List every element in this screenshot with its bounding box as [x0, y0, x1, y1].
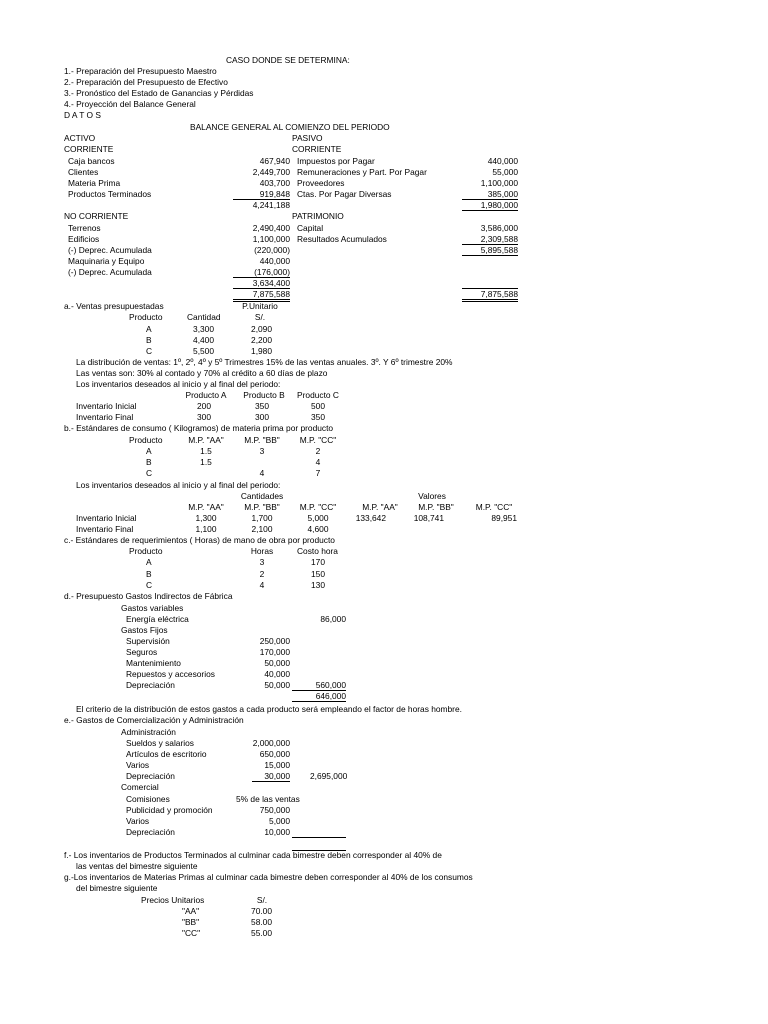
mp-inv-col: M.P. "BB"	[244, 502, 280, 512]
horas-value: 2	[259, 569, 265, 579]
pasivo-corriente-label: CORRIENTE	[292, 144, 342, 154]
ventas-precio: 1,980	[251, 346, 272, 356]
gasto-fijo-label: Seguros	[126, 647, 158, 657]
consumo-value: 1.5	[200, 457, 212, 467]
rule	[462, 299, 518, 300]
balance-left-value: 403,700	[259, 178, 290, 188]
comercial-item-value: 5% de las ventas	[236, 794, 300, 804]
consumo-col-bb: M.P. "BB"	[244, 435, 280, 445]
inv-value: 350	[311, 412, 325, 422]
gastos-variables-label: Gastos variables	[121, 603, 184, 613]
gasto-fijo-value: 50,000	[264, 658, 290, 668]
horas-col-producto: Producto	[129, 546, 163, 556]
mp-inv-col: M.P. "BB"	[418, 502, 454, 512]
valores-label: Valores	[418, 491, 446, 501]
no-corriente-label-item: Edificios	[68, 234, 100, 244]
section-b-heading: b.- Estándares de consumo ( Kilogramos) de materia prima por producto	[64, 423, 334, 433]
horas-value: 4	[259, 580, 265, 590]
ventas-cantidad: 5,500	[193, 346, 214, 356]
ventas-cantidad: 4,400	[193, 335, 214, 345]
balance-title: BALANCE GENERAL AL COMIENZO DEL PERIODO	[190, 122, 390, 132]
col-currency: S/.	[254, 312, 266, 322]
ventas-producto: C	[146, 346, 153, 356]
activo-label: ACTIVO	[64, 133, 96, 143]
ventas-producto: B	[146, 335, 152, 345]
consumo-value: 3	[259, 446, 265, 456]
comercial-item-value: 5,000	[269, 816, 290, 826]
precio-value: 58.00	[251, 917, 272, 927]
patrimonio-subtotal: 5,895,588	[480, 245, 518, 255]
admin-label: Artículos de escritorio	[126, 749, 207, 759]
administracion-label: Administración	[121, 727, 176, 737]
inv-col-a: Producto A	[185, 390, 227, 400]
balance-left-label: Productos Terminados	[68, 189, 152, 199]
consumo-col-cc: M.P. "CC"	[299, 435, 337, 445]
balance-left-label: Caja bancos	[68, 156, 115, 166]
balance-left-value: 919,848	[259, 189, 290, 199]
step-2: 2.- Preparación del Presupuesto de Efectivo	[64, 77, 228, 87]
consumo-col-producto: Producto	[129, 435, 163, 445]
rule	[252, 781, 290, 782]
admin-value: 650,000	[259, 749, 290, 759]
patrimonio-label: PATRIMONIO	[292, 211, 344, 221]
precio-value: 70.00	[251, 906, 272, 916]
balance-left-value: 2,449,700	[252, 167, 290, 177]
no-corriente-subtotal: 3,634,400	[252, 278, 290, 288]
mp-inv-col: M.P. "AA"	[362, 502, 398, 512]
comercial-label: Comercial	[121, 782, 159, 792]
rule	[292, 837, 346, 838]
costo-hora-value: 150	[311, 569, 325, 579]
gasto-fijo-label: Depreciación	[126, 680, 175, 690]
inv-col-c: Producto C	[297, 390, 339, 400]
no-corriente-value: (176,000)	[254, 267, 290, 277]
no-corriente-label-item: Terrenos	[68, 223, 101, 233]
inv-value: 300	[197, 412, 211, 422]
gif-total: 646,000	[315, 691, 346, 701]
gasto-fijo-value: 250,000	[259, 636, 290, 646]
precio-mp: "CC"	[182, 928, 201, 938]
balance-right-label: Ctas. Por Pagar Diversas	[297, 189, 392, 199]
comercial-item-label: Depreciación	[126, 827, 175, 837]
admin-label: Depreciación	[126, 771, 175, 781]
energia-value: 86,000	[320, 614, 346, 624]
consumo-producto: C	[146, 468, 153, 478]
consumo-col-aa: M.P. "AA"	[188, 435, 224, 445]
consumo-producto: A	[146, 446, 152, 456]
mp-inv-col: M.P. "CC"	[299, 502, 337, 512]
horas-value: 3	[259, 557, 265, 567]
consumo-value: 4	[315, 457, 321, 467]
pasivo-label: PASIVO	[292, 133, 323, 143]
precio-mp: "BB"	[182, 917, 200, 927]
no-corriente-label: NO CORRIENTE	[64, 211, 129, 221]
patrimonio-label-item: Resultados Acumulados	[297, 234, 387, 244]
section-g-line2: del bimestre siguiente	[76, 883, 158, 893]
inv-row-label: Inventario Final	[76, 412, 134, 422]
ventas-cantidad: 3,300	[193, 324, 214, 334]
ventas-precio: 2,090	[251, 324, 272, 334]
ventas-precio: 2,200	[251, 335, 272, 345]
no-corriente-value: 2,490,400	[252, 223, 290, 233]
gif-distribution-note: El criterio de la distribución de estos gastos a cada producto será empleando el factor de horas hombre.	[76, 704, 462, 714]
energia-label: Energía eléctrica	[126, 614, 189, 624]
rule	[292, 850, 346, 851]
gasto-fijo-label: Repuestos y accesorios	[126, 669, 215, 679]
mp-inv-value: 1,100	[195, 524, 217, 534]
consumo-value: 2	[315, 446, 321, 456]
comercial-item-value: 10,000	[264, 827, 290, 837]
step-4: 4.- Proyección del Balance General	[64, 99, 196, 109]
mp-inv-value: 1,300	[195, 513, 217, 523]
inv-value: 500	[311, 401, 325, 411]
gasto-fijo-value: 40,000	[264, 669, 290, 679]
gasto-fijo-value: 170,000	[259, 647, 290, 657]
patrimonio-value: 3,586,000	[480, 223, 518, 233]
costo-hora-value: 130	[311, 580, 325, 590]
rule	[462, 210, 518, 211]
inv-col-b: Producto B	[243, 390, 285, 400]
no-corriente-value: (220,000)	[254, 245, 290, 255]
horas-col-horas: Horas	[250, 546, 274, 556]
inv-value: 300	[255, 412, 269, 422]
rule	[292, 701, 346, 702]
mp-inventarios-note: Los inventarios deseados al inicio y al final del periodo:	[76, 480, 281, 490]
balance-right-label: Remuneraciones y Part. Por Pagar	[297, 167, 427, 177]
ventas-producto: A	[146, 324, 152, 334]
precios-unitarios-label: Precios Unitarios	[141, 895, 205, 905]
mp-inv-row-label: Inventario Inicial	[76, 513, 137, 523]
rule	[462, 255, 518, 256]
no-corriente-label-item: (-) Deprec. Acumulada	[68, 245, 152, 255]
gastos-fijos-total: 560,000	[315, 680, 346, 690]
inv-row-label: Inventario Inicial	[76, 401, 137, 411]
comercial-item-label: Comisiones	[126, 794, 170, 804]
doc-title: CASO DONDE SE DETERMINA:	[226, 55, 350, 65]
consumo-value: 7	[315, 468, 321, 478]
section-f-line2: las ventas del bimestre siguiente	[76, 861, 198, 871]
consumo-producto: B	[146, 457, 152, 467]
precios-currency: S/.	[256, 895, 268, 905]
ventas-note-inventarios: Los inventarios deseados al inicio y al final del periodo:	[76, 379, 281, 389]
cantidades-label: Cantidades	[240, 491, 284, 501]
admin-total: 2,695,000	[310, 771, 348, 781]
admin-label: Sueldos y salarios	[126, 738, 194, 748]
rule	[233, 299, 290, 300]
balance-left-label: Clientes	[68, 167, 99, 177]
mp-inv-col: M.P. "CC"	[475, 502, 513, 512]
gasto-fijo-value: 50,000	[264, 680, 290, 690]
rule	[462, 301, 518, 302]
section-c-heading: c.- Estándares de requerimientos ( Horas) de mano de obra por producto	[64, 535, 335, 545]
costo-hora-value: 170	[311, 557, 325, 567]
mp-inv-value: 4,600	[307, 524, 329, 534]
activo-total: 7,875,588	[252, 289, 290, 299]
horas-producto: B	[146, 569, 152, 579]
mp-inv-value: 5,000	[307, 513, 329, 523]
admin-value: 30,000	[264, 771, 290, 781]
section-e-heading: e.- Gastos de Comercialización y Administración	[64, 715, 244, 725]
precio-mp: "AA"	[182, 906, 200, 916]
mp-inv-value: 89,951	[491, 513, 517, 523]
horas-col-costo: Costo hora	[297, 546, 338, 556]
balance-left-value: 467,940	[259, 156, 290, 166]
mp-inv-row-label: Inventario Final	[76, 524, 134, 534]
comercial-item-label: Varios	[126, 816, 150, 826]
patrimonio-label-item: Capital	[297, 223, 324, 233]
no-corriente-value: 1,100,000	[252, 234, 290, 244]
punit-label: P.Unitario	[242, 301, 278, 311]
balance-left-label: Materia Prima	[68, 178, 121, 188]
mp-inv-value: 133,642	[355, 513, 386, 523]
balance-right-value: 385,000	[487, 189, 518, 199]
admin-value: 15,000	[264, 760, 290, 770]
no-corriente-value: 440,000	[259, 256, 290, 266]
gasto-fijo-label: Mantenimiento	[126, 658, 181, 668]
section-d-heading: d.- Presupuesto Gastos Indirectos de Fábrica	[64, 591, 233, 601]
section-g-line1: g.-Los inventarios de Materias Primas al culminar cada bimestre deben corresponder al 40% de los consumos	[64, 872, 473, 882]
precio-value: 55.00	[251, 928, 272, 938]
section-a-heading: a.- Ventas presupuestadas	[64, 301, 164, 311]
step-1: 1.- Preparación del Presupuesto Maestro	[64, 66, 217, 76]
admin-value: 2,000,000	[252, 738, 290, 748]
balance-right-label: Impuestos por Pagar	[297, 156, 375, 166]
consumo-value: 1.5	[200, 446, 212, 456]
step-3: 3.- Pronóstico del Estado de Ganancias y Pérdidas	[64, 88, 254, 98]
ventas-note-condiciones: Las ventas son: 30% al contado y 70% al crédito a 60 días de plazo	[76, 368, 328, 378]
inv-value: 350	[255, 401, 269, 411]
comercial-item-value: 750,000	[259, 805, 290, 815]
admin-label: Varios	[126, 760, 150, 770]
balance-right-label: Proveedores	[297, 178, 345, 188]
col-producto: Producto	[129, 312, 163, 322]
comercial-item-label: Publicidad y promoción	[126, 805, 213, 815]
consumo-value: 4	[259, 468, 265, 478]
balance-right-value: 55,000	[492, 167, 518, 177]
horas-producto: A	[146, 557, 152, 567]
ventas-note-distribucion: La distribución de ventas: 1º, 2º, 4º y 5º Trimestres 15% de las ventas anuales. 3º. Y 6º trimestre 20%	[76, 357, 453, 367]
mp-inv-col: M.P. "AA"	[188, 502, 224, 512]
activo-corriente-label: CORRIENTE	[64, 144, 114, 154]
mp-inv-value: 1,700	[251, 513, 273, 523]
datos-heading: D A T O S	[64, 110, 101, 120]
patrimonio-value: 2,309,588	[480, 234, 518, 244]
no-corriente-label-item: (-) Deprec. Acumulada	[68, 267, 152, 277]
balance-right-value: 1,100,000	[480, 178, 518, 188]
activo-corriente-subtotal: 4,241,188	[252, 200, 290, 210]
pasivo-corriente-subtotal: 1,980,000	[480, 200, 518, 210]
mp-inv-value: 2,100	[251, 524, 273, 534]
section-f-line1: f.- Los inventarios de Productos Terminados al culminar cada bimestre deben corresponder al 40% de	[64, 850, 442, 860]
col-cantidad: Cantidad	[187, 312, 221, 322]
mp-inv-value: 108,741	[413, 513, 444, 523]
balance-right-value: 440,000	[487, 156, 518, 166]
inv-value: 200	[197, 401, 211, 411]
no-corriente-label-item: Maquinaria y Equipo	[68, 256, 145, 266]
pasivo-patrimonio-total: 7,875,588	[480, 289, 518, 299]
gastos-fijos-label: Gastos Fijos	[121, 625, 168, 635]
horas-producto: C	[146, 580, 153, 590]
gasto-fijo-label: Supervisión	[126, 636, 170, 646]
